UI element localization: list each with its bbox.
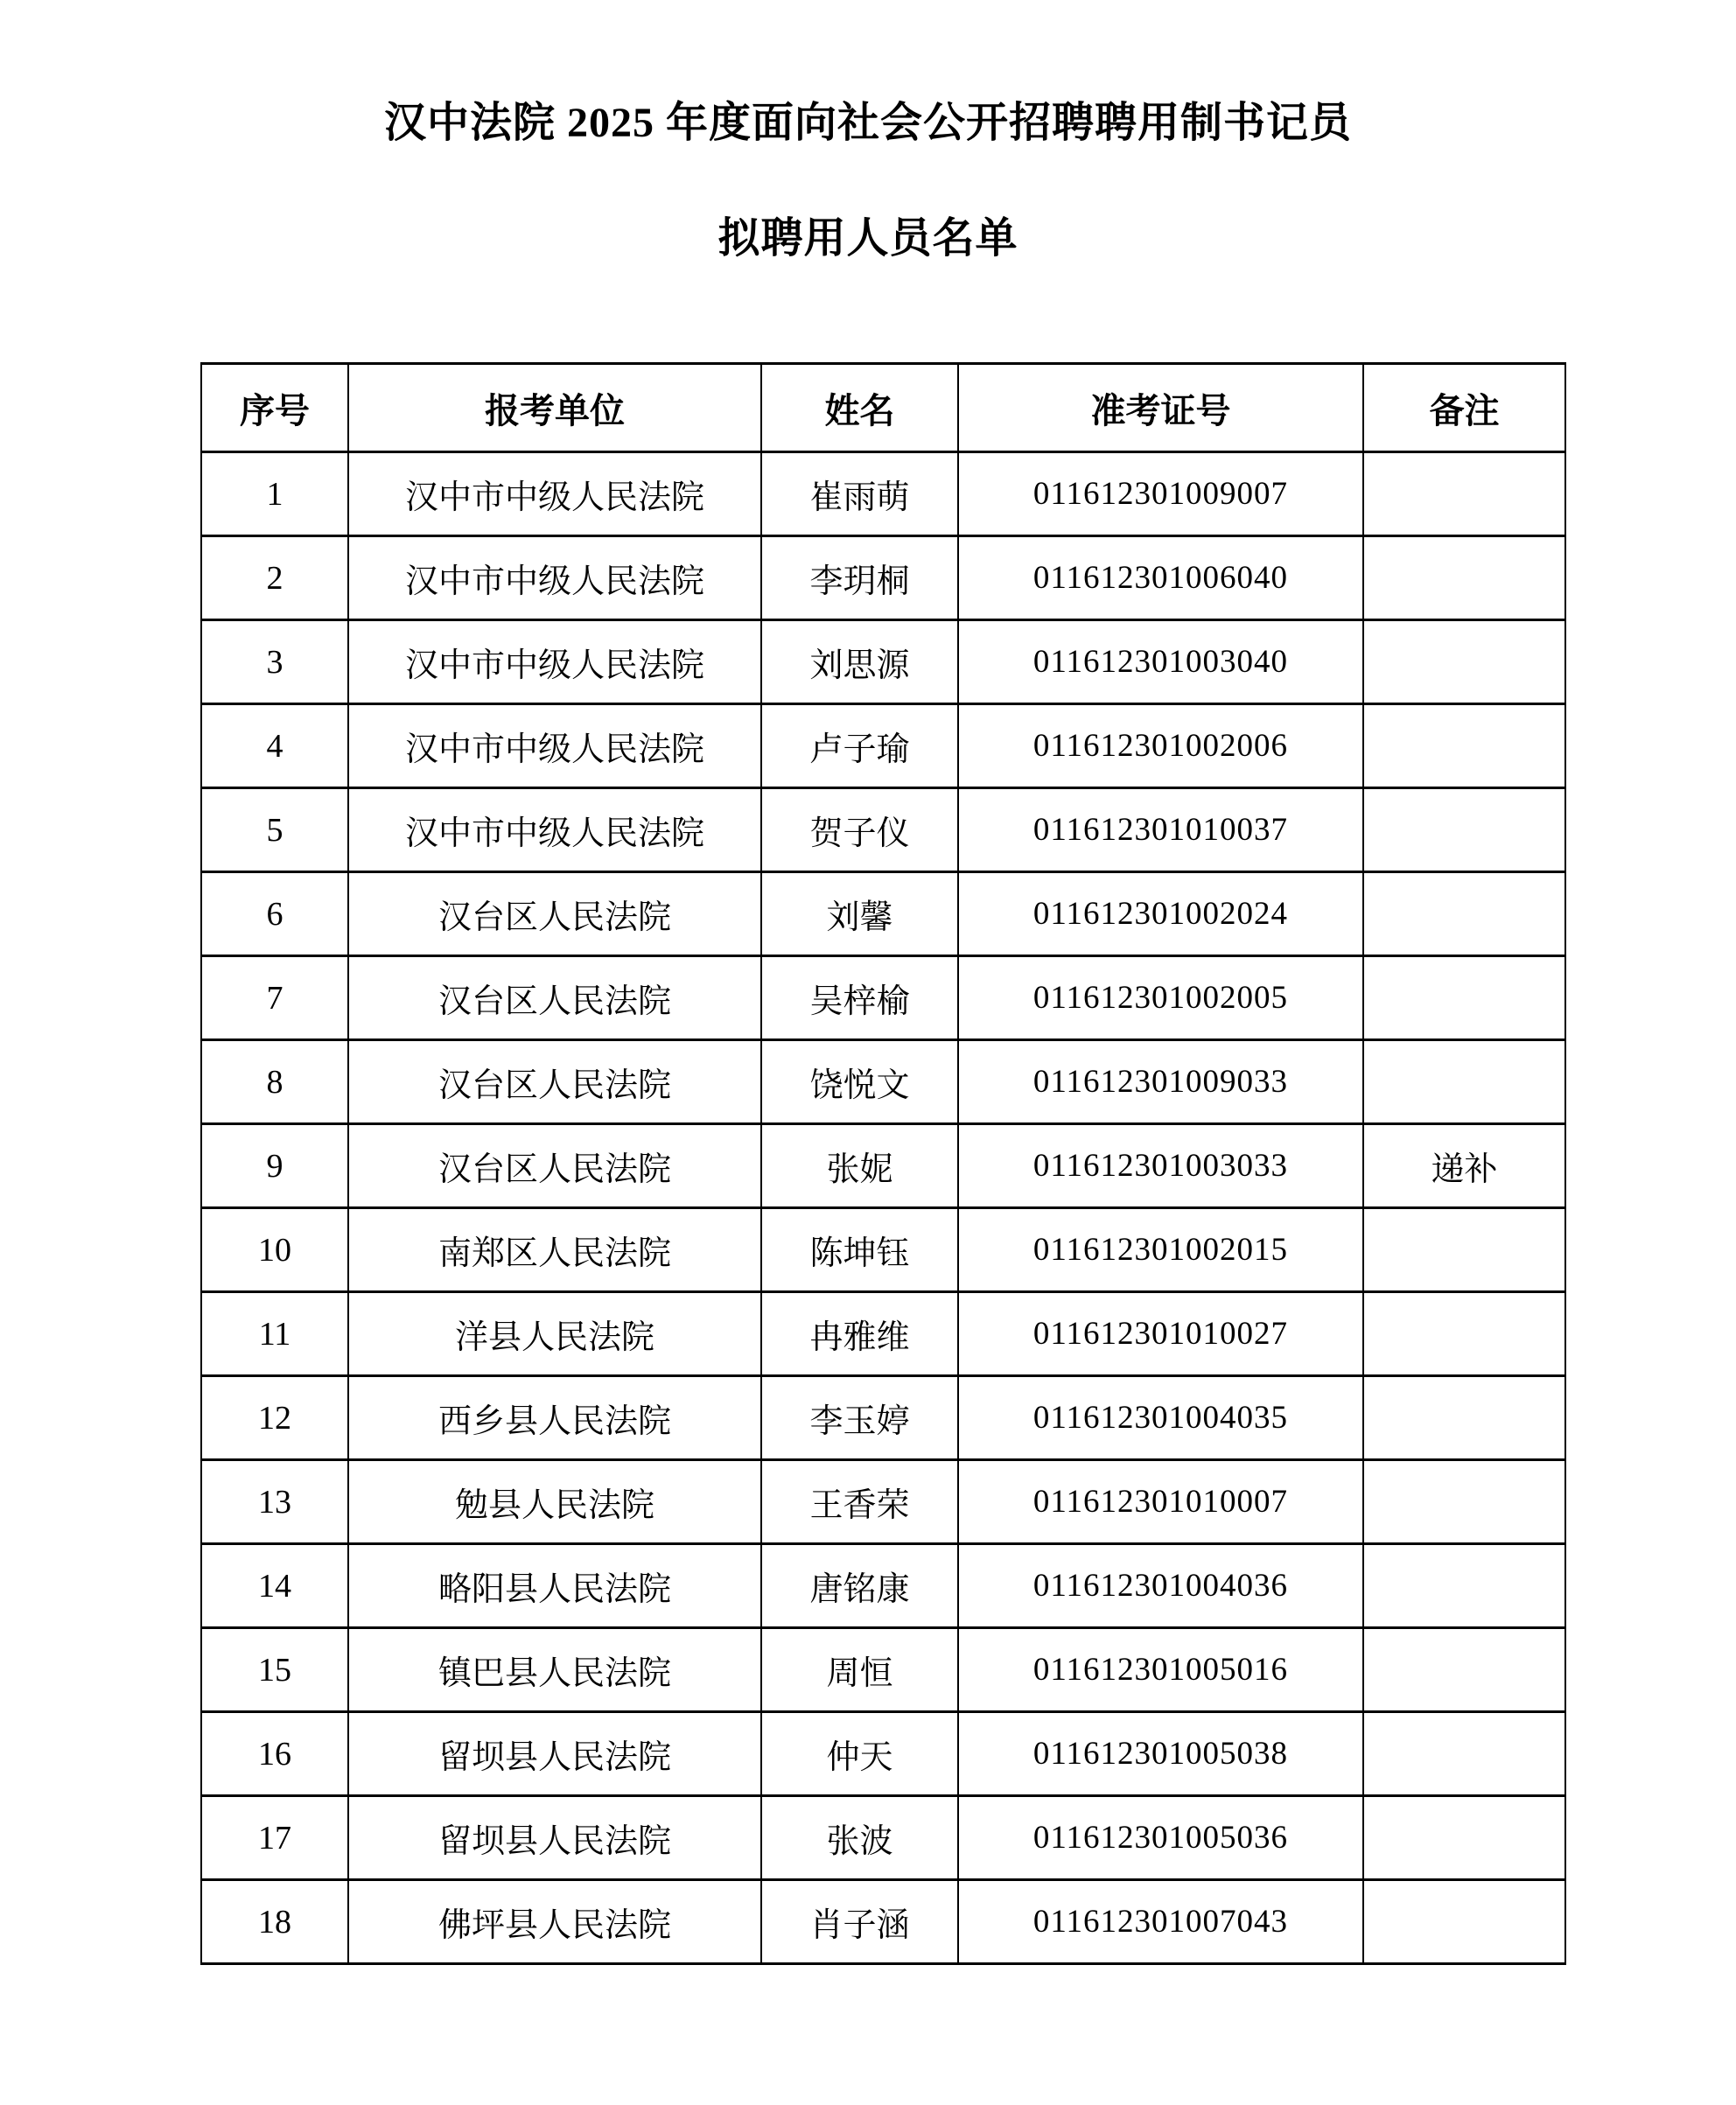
applied-unit-cell: 汉中市中级人民法院 — [348, 788, 761, 872]
name-cell: 王香荣 — [761, 1460, 958, 1544]
row-number-cell: 14 — [201, 1544, 348, 1628]
row-number-cell: 18 — [201, 1880, 348, 1964]
header-exam-id: 准考证号 — [958, 364, 1363, 452]
row-number-cell: 10 — [201, 1208, 348, 1292]
remark-cell — [1363, 704, 1565, 788]
exam-id-cell: 011612301004035 — [958, 1376, 1363, 1460]
row-number-cell: 7 — [201, 956, 348, 1040]
exam-id-cell: 011612301010037 — [958, 788, 1363, 872]
name-cell: 肖子涵 — [761, 1880, 958, 1964]
remark-cell — [1363, 1376, 1565, 1460]
name-cell: 刘馨 — [761, 872, 958, 956]
hired-personnel-table — [200, 362, 1566, 1965]
header-applied-unit: 报考单位 — [348, 364, 761, 452]
exam-id-cell: 011612301003040 — [958, 620, 1363, 704]
header-serial-number: 序号 — [201, 364, 348, 452]
applied-unit-cell: 南郑区人民法院 — [348, 1208, 761, 1292]
row-number-cell: 4 — [201, 704, 348, 788]
name-cell: 冉雅维 — [761, 1292, 958, 1376]
remark-cell — [1363, 1040, 1565, 1124]
remark-cell — [1363, 1292, 1565, 1376]
table-row — [201, 1628, 1565, 1712]
exam-id-cell: 011612301002015 — [958, 1208, 1363, 1292]
exam-id-cell: 011612301002006 — [958, 704, 1363, 788]
row-number-cell: 15 — [201, 1628, 348, 1712]
remark-cell — [1363, 1796, 1565, 1880]
table-row — [201, 620, 1565, 704]
exam-id-cell: 011612301005038 — [958, 1712, 1363, 1796]
exam-id-cell: 011612301002024 — [958, 872, 1363, 956]
row-number-cell: 6 — [201, 872, 348, 956]
applied-unit-cell: 汉中市中级人民法院 — [348, 452, 761, 536]
name-cell: 吴梓榆 — [761, 956, 958, 1040]
remark-cell — [1363, 1208, 1565, 1292]
table-row — [201, 704, 1565, 788]
table-row — [201, 536, 1565, 620]
table-row — [201, 872, 1565, 956]
row-number-cell: 5 — [201, 788, 348, 872]
header-name: 姓名 — [761, 364, 958, 452]
exam-id-cell: 011612301002005 — [958, 956, 1363, 1040]
name-cell: 李玉婷 — [761, 1376, 958, 1460]
applied-unit-cell: 留坝县人民法院 — [348, 1712, 761, 1796]
applied-unit-cell: 佛坪县人民法院 — [348, 1880, 761, 1964]
row-number-cell: 1 — [201, 452, 348, 536]
applied-unit-cell: 汉中市中级人民法院 — [348, 704, 761, 788]
table-row — [201, 1712, 1565, 1796]
applied-unit-cell: 略阳县人民法院 — [348, 1544, 761, 1628]
header-remarks: 备注 — [1363, 364, 1565, 452]
name-cell: 周恒 — [761, 1628, 958, 1712]
name-cell: 陈坤钰 — [761, 1208, 958, 1292]
table-row — [201, 1796, 1565, 1880]
remark-cell: 递补 — [1363, 1124, 1565, 1208]
exam-id-cell: 011612301010027 — [958, 1292, 1363, 1376]
applied-unit-cell: 西乡县人民法院 — [348, 1376, 761, 1460]
exam-id-cell: 011612301004036 — [958, 1544, 1363, 1628]
exam-id-cell: 011612301006040 — [958, 536, 1363, 620]
row-number-cell: 9 — [201, 1124, 348, 1208]
remark-cell — [1363, 1628, 1565, 1712]
name-cell: 卢子瑜 — [761, 704, 958, 788]
table-row — [201, 1040, 1565, 1124]
applied-unit-cell: 镇巴县人民法院 — [348, 1628, 761, 1712]
remark-cell — [1363, 956, 1565, 1040]
applied-unit-cell: 勉县人民法院 — [348, 1460, 761, 1544]
exam-id-cell: 011612301005036 — [958, 1796, 1363, 1880]
name-cell: 仲天 — [761, 1712, 958, 1796]
applied-unit-cell: 留坝县人民法院 — [348, 1796, 761, 1880]
exam-id-cell: 011612301005016 — [958, 1628, 1363, 1712]
table-row — [201, 1376, 1565, 1460]
exam-id-cell: 011612301007043 — [958, 1880, 1363, 1964]
applied-unit-cell: 汉中市中级人民法院 — [348, 536, 761, 620]
remark-cell — [1363, 872, 1565, 956]
exam-id-cell: 011612301010007 — [958, 1460, 1363, 1544]
applied-unit-cell: 洋县人民法院 — [348, 1292, 761, 1376]
applied-unit-cell: 汉台区人民法院 — [348, 872, 761, 956]
remark-cell — [1363, 1460, 1565, 1544]
remark-cell — [1363, 1712, 1565, 1796]
name-cell: 李玥桐 — [761, 536, 958, 620]
table-row — [201, 788, 1565, 872]
row-number-cell: 16 — [201, 1712, 348, 1796]
row-number-cell: 13 — [201, 1460, 348, 1544]
applied-unit-cell: 汉台区人民法院 — [348, 1040, 761, 1124]
name-cell: 饶悦文 — [761, 1040, 958, 1124]
name-cell: 刘思源 — [761, 620, 958, 704]
applied-unit-cell: 汉中市中级人民法院 — [348, 620, 761, 704]
applied-unit-cell: 汉台区人民法院 — [348, 1124, 761, 1208]
remark-cell — [1363, 536, 1565, 620]
table-row — [201, 1880, 1565, 1964]
document-title-line2: 拟聘用人员名单 — [718, 215, 1018, 262]
table-row — [201, 1208, 1565, 1292]
remark-cell — [1363, 452, 1565, 536]
exam-id-cell: 011612301003033 — [958, 1124, 1363, 1208]
document-title-line1: 汉中法院 2025 年度面向社会公开招聘聘用制书记员 — [383, 100, 1352, 146]
remark-cell — [1363, 788, 1565, 872]
row-number-cell: 11 — [201, 1292, 348, 1376]
row-number-cell: 2 — [201, 536, 348, 620]
table-row — [201, 1460, 1565, 1544]
row-number-cell: 3 — [201, 620, 348, 704]
table-row — [201, 1124, 1565, 1208]
row-number-cell: 12 — [201, 1376, 348, 1460]
name-cell: 唐铭康 — [761, 1544, 958, 1628]
name-cell: 崔雨萌 — [761, 452, 958, 536]
exam-id-cell: 011612301009007 — [958, 452, 1363, 536]
name-cell: 张妮 — [761, 1124, 958, 1208]
table-row — [201, 452, 1565, 536]
table-row — [201, 956, 1565, 1040]
remark-cell — [1363, 1880, 1565, 1964]
table-header-row — [201, 364, 1565, 452]
name-cell: 张波 — [761, 1796, 958, 1880]
table-row — [201, 1544, 1565, 1628]
row-number-cell: 8 — [201, 1040, 348, 1124]
name-cell: 贺子仪 — [761, 788, 958, 872]
exam-id-cell: 011612301009033 — [958, 1040, 1363, 1124]
applied-unit-cell: 汉台区人民法院 — [348, 956, 761, 1040]
remark-cell — [1363, 1544, 1565, 1628]
row-number-cell: 17 — [201, 1796, 348, 1880]
table-row — [201, 1292, 1565, 1376]
remark-cell — [1363, 620, 1565, 704]
